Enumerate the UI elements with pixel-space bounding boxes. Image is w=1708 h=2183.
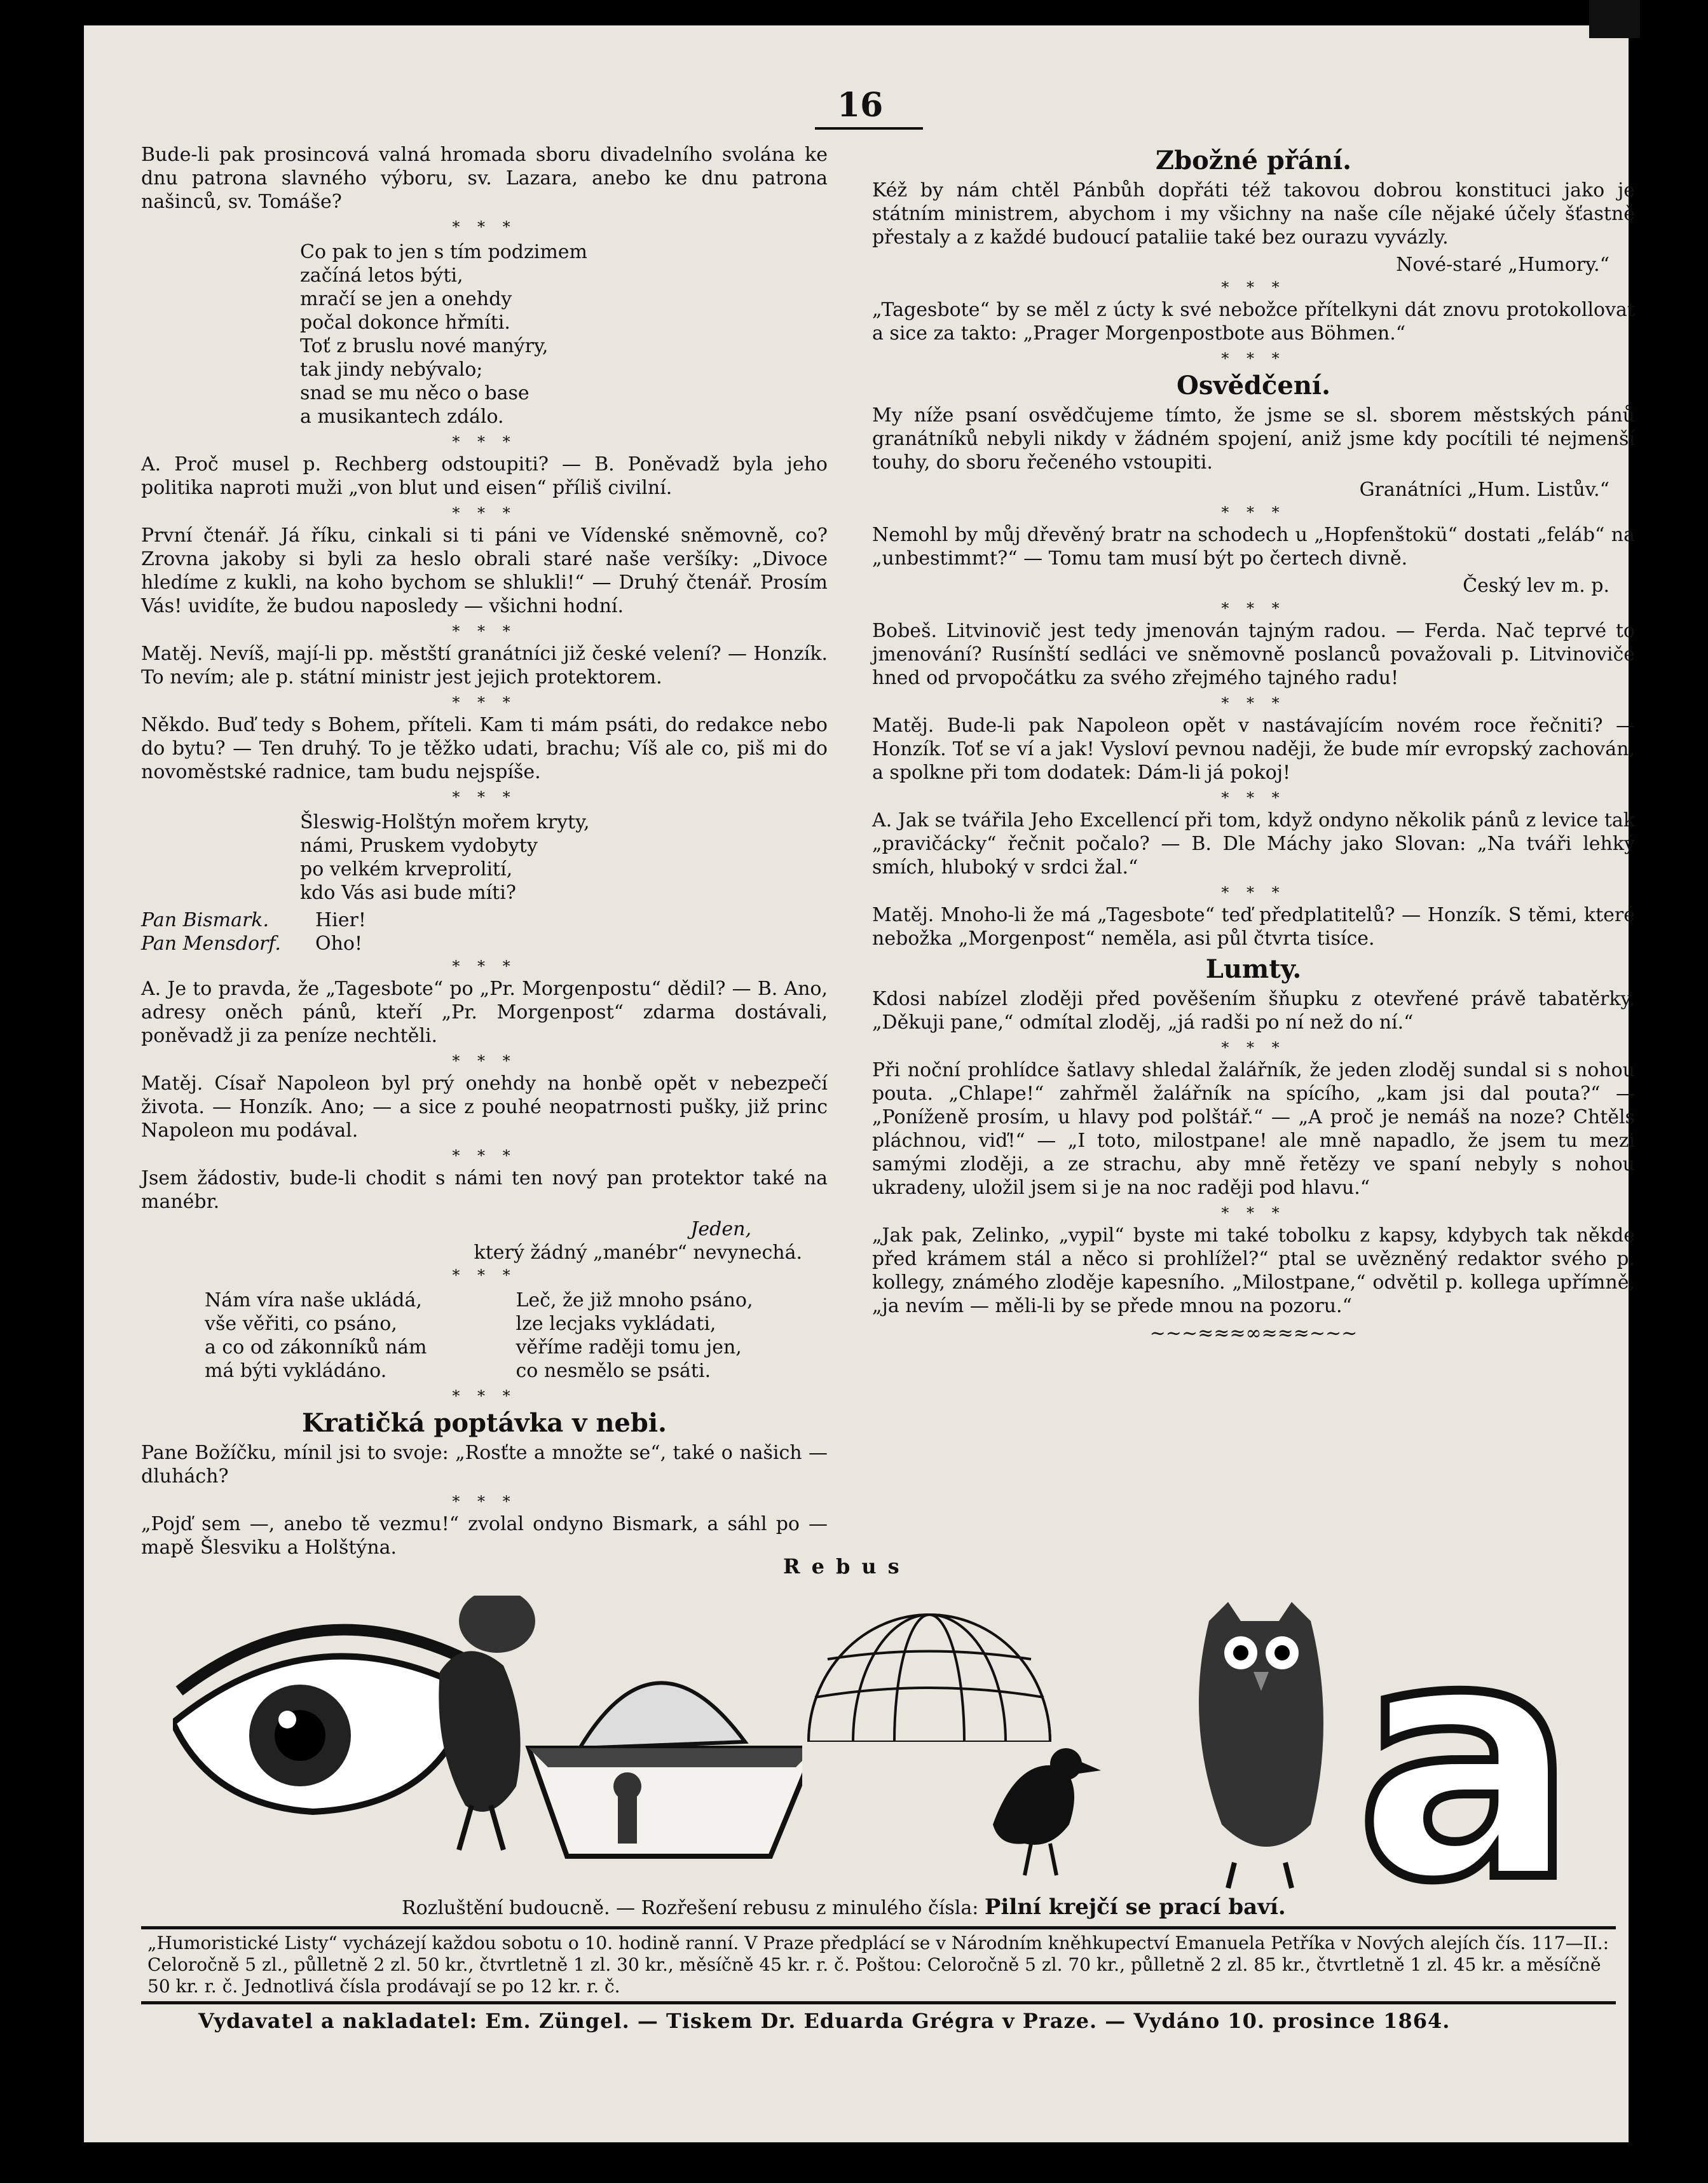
- page-number-rule: [815, 127, 923, 130]
- rebus-caption: [402, 1894, 1286, 1920]
- footer-rule: [141, 1926, 1616, 1929]
- poem-line: počal dokonce hřmíti.: [300, 311, 510, 334]
- article-paragraph: „Jak pak, Zelinko, „vypil“ byste mi také tobolku z kapsy, kdybych tak někde před krámem stál a něco si prohlížel?“ ptal se uvězněný redaktor svého p. kollegy, známého zloděje kapesního. „Milostpane,“ odvětil p. kollega upřímně, „ja nevím — měli-li by se přede mnou na pozoru.“: [872, 1224, 1635, 1317]
- article-paragraph: Při noční prohlídce šatlavy shledal žalářník, že jeden zloděj sundal si s nohou pouta. „Chlape!“ zahřměl žalářník na spícího, „kam jsi dal pouta?“ — „Poníženě prosím, u hlavy pod polštář.“ — „A proč je nemáš na noze? Chtěls pláchnou, viď!“ — „I toto, milostpane! ale mně napadlo, že jsem tu mezi samými zloději, a ze strachu, aby mně řetězy ve spaní nebyly s nohou ukradeny, uložil jsem si je na noc raději pod hlavu.“: [872, 1059, 1635, 1199]
- poem-line: Co pak to jen s tím podzimem: [300, 241, 588, 263]
- poem-line: po velkém krveprolití,: [300, 858, 513, 880]
- poem-line: Nám víra naše ukládá,: [205, 1289, 422, 1311]
- section-heading: Lumty.: [1205, 954, 1302, 984]
- separator-stars: * * *: [452, 957, 517, 975]
- subscription-notice: „Humoristické Listy“ vycházejí každou sobotu o 10. hodině ranní. V Praze předplácí se v Národním kněhkupectví Emanuela Petříka v Nových alejích čís. 117—II.: Celoročně 5 zl., půlletně 2 zl. 50 kr., čtvrtletně 1 zl. 30 kr., měsíčně 45 kr. r. č. Poštou: Celoročně 5 zl. 70 kr., půlletně 2 zl. 85 kr., čtvrtletně 1 zl. 45 kr. a měsíčně 50 kr. r. č. Jednotlivá čísla prodávají se po 12 kr. r. č.: [147, 1933, 1609, 1997]
- newspaper-page: [84, 25, 1635, 2142]
- poem-line: Šleswig-Holštýn mořem kryty,: [300, 811, 590, 833]
- section-heading: Osvědčení.: [1176, 371, 1331, 400]
- separator-stars: * * *: [1221, 789, 1286, 807]
- rebus-title: Rebus: [783, 1554, 911, 1578]
- separator-stars: * * *: [1221, 1204, 1286, 1222]
- imprint-line: Vydavatel a nakladatel: Em. Züngel. — Tiskem Dr. Eduarda Grégra v Praze. — Vydáno 10. prosince 1864.: [198, 2009, 1451, 2033]
- separator-stars: * * *: [452, 1493, 517, 1510]
- article-paragraph: Matěj. Císař Napoleon byl prý onehdy na honbě opět v nebezpečí života. — Honzík. Ano; — a sice z pouhé neopatrnosti pušky, již princ Napoleon mu podával.: [141, 1072, 828, 1142]
- poem: [300, 240, 828, 428]
- article-paragraph: Bobeš. Litvinovič jest tedy jmenován tajným radou. — Ferda. Nač teprvé to jmenování? Rusínští sedláci ve sněmovně poslanců považovali p. Litvinoviče hned od prvopočátku za svého zřejmého tajného radu!: [872, 620, 1635, 689]
- poem-line: vše věřiti, co psáno,: [205, 1313, 397, 1335]
- caption-lead: Rozluštění budoucně. — Rozřešení rebusu z minulého čísla:: [402, 1897, 979, 1919]
- poem-line: snad se mu něco o base: [300, 382, 529, 404]
- dialog-line: [141, 908, 828, 932]
- speaker: Pan Bismark.: [141, 909, 270, 931]
- signature: Granátníci „Hum. Listův.“: [1359, 479, 1609, 501]
- signature: Český lev m. p.: [1463, 575, 1609, 597]
- poem-line: a co od zákonníků nám: [205, 1336, 427, 1358]
- separator-stars: * * *: [1221, 694, 1286, 712]
- owl-icon: [1199, 1602, 1323, 1888]
- article-paragraph: Někdo. Buď tedy s Bohem, příteli. Kam ti mám psáti, do redakce nebo do bytu? — Ten druhý. To je těžko udati, brachu; Víš ale co, piš mi do novoměstské radnice, tam budu nejspíše.: [141, 714, 828, 783]
- separator-stars: * * *: [1221, 599, 1286, 617]
- article-paragraph: Matěj. Mnoho-li že má „Tagesbote“ teď předplatitelů? — Honzík. S těmi, které nebožka „Morgenpost“ neměla, asi půl čtvrta tisíce.: [872, 904, 1635, 950]
- article-paragraph: Matěj. Nevíš, mají-li pp. městští granátníci již české velení? — Honzík. To nevím; ale p. státní ministr jest jejich protektorem.: [141, 643, 828, 688]
- separator-stars: * * *: [452, 622, 517, 640]
- separator-stars: * * *: [452, 788, 517, 806]
- bird-icon: [439, 1596, 535, 1850]
- separator-stars: * * *: [1221, 278, 1286, 296]
- article-paragraph: Kéž by nám chtěl Pánbůh dopřáti též takovou dobrou konstituci jako je státním ministrem, abychom i my všichny na naše cíle nějaké účely šťastně přestaly a z každé budoucí pataliie také bez ourazu vyvázly.: [872, 179, 1635, 249]
- article-paragraph: Jsem žádostiv, bude-li chodit s námi ten nový pan protektor také na manébr.: [141, 1167, 828, 1213]
- poem-line: a musikantech zdálo.: [300, 406, 504, 428]
- left-column: [141, 143, 828, 1563]
- speech: Hier!: [315, 909, 366, 931]
- separator-stars: * * *: [1221, 1039, 1286, 1057]
- rebus-illustration: [173, 1596, 1603, 1894]
- poem-line: námi, Pruskem vydobyty: [300, 835, 538, 857]
- separator-stars: * * *: [1221, 884, 1286, 901]
- dialog-line: [141, 932, 828, 955]
- speech: Oho!: [315, 933, 363, 955]
- signature: Nové-staré „Humory.“: [1396, 254, 1609, 276]
- speaker: Pan Mensdorf.: [141, 933, 281, 955]
- article-paragraph: Nemohl by můj dřevěný bratr na schodech u „Hopfenštokü“ dostati „feláb“ na „unbestimmt?“ — Tomu tam musí být po čertech divně.: [872, 524, 1635, 570]
- poem-line: Toť z bruslu nové manýry,: [300, 335, 549, 357]
- separator-stars: * * *: [452, 694, 517, 711]
- separator-stars: * * *: [452, 1147, 517, 1165]
- article-paragraph: My níže psaní osvědčujeme tímto, že jsme se sl. sborem městských pánů granátníků nebyli nikdy v žádném spojení, aniž jsme kdy pocítili té nejmenší touhy, do sboru řečeného vstoupiti.: [872, 404, 1635, 474]
- separator-stars: * * *: [452, 433, 517, 451]
- separator-stars: * * *: [1221, 350, 1286, 367]
- separator-stars: * * *: [452, 218, 517, 236]
- box-icon: [529, 1683, 815, 1856]
- rebus-letter-a: a: [1355, 1596, 1578, 1894]
- article-paragraph: A. Proč musel p. Rechberg odstoupiti? — B. Poněvadž byla jeho politika naproti muži „von blut und eisen“ příliš civilní.: [141, 453, 828, 499]
- article-paragraph: Kdosi nabízel zloději před pověšením šňupku z otevřené právě tabatěrky. „Děkuji pane,“ odmítal zloděj, „já radši po ní než do ní.“: [872, 988, 1635, 1034]
- caption-answer: Pilní krejčí se prací baví.: [984, 1894, 1286, 1920]
- article-paragraph: A. Jak se tvářila Jeho Excellencí při tom, když ondyno několik pánů z levice tak „pravičácky“ řečnit počalo? — B. Dle Máchy jako Slovan: „Na tváři lehký smích, hluboký v srdci žal.“: [872, 809, 1635, 879]
- separator-stars: * * *: [1221, 503, 1286, 521]
- article-paragraph: Matěj. Bude-li pak Napoleon opět v nastávajícím novém roce řečniti? — Honzík. Toť se ví a jak! Vysloví pevnou naději, že bude mír evropský zachován, a spolkne při tom dodatek: Dám-li já pokoj!: [872, 715, 1635, 784]
- page-number: 16: [837, 86, 884, 125]
- eye-icon: [173, 1630, 478, 1812]
- poem-right: [516, 1289, 753, 1383]
- poem-left: [205, 1289, 427, 1383]
- footer-rule: [141, 2001, 1616, 2004]
- poem-line: kdo Vás asi bude míti?: [300, 882, 516, 904]
- ornament-divider: ~~~≈≈≈∞≈≈≈~~~: [1149, 1322, 1358, 1345]
- scan-edge-mark: [1589, 0, 1640, 38]
- separator-stars: * * *: [452, 1052, 517, 1070]
- article-paragraph: První čtenář. Já říku, cinkali si ti páni ve Vídenské sněmovně, co? Zrovna jakoby si byli za heslo obrali staré naše veršíky: „Divoce hledíme z kukli, na koho bychom se shlukli!“ — Druhý čtenář. Prosím Vás! uvidíte, že budou naposledy — všichni hodní.: [141, 524, 828, 617]
- article-paragraph: Pane Božíčku, mínil jsi to svoje: „Rosťte a množte se“, také o našich — dluhách?: [141, 1442, 828, 1488]
- poem-line: začíná letos býti,: [300, 264, 463, 287]
- separator-stars: * * *: [452, 504, 517, 522]
- poem-line: Leč, že již mnoho psáno,: [516, 1289, 753, 1311]
- section-heading: Kratičká poptávka v nebi.: [302, 1408, 667, 1438]
- article-paragraph: Bude-li pak prosincová valná hromada sboru divadelního svolána ke dnu patrona slavného výboru, sv. Lazara, anebo ke dnu patrona našinců, sv. Tomáše?: [141, 144, 828, 213]
- poem-line: má býti vykládáno.: [205, 1360, 387, 1382]
- twin-poem: [205, 1289, 828, 1383]
- poem-line: co nesmělo se psáti.: [516, 1360, 711, 1382]
- poem-line: věříme raději tomu jen,: [516, 1336, 742, 1358]
- separator-stars: * * *: [452, 1266, 517, 1284]
- article-paragraph: „Pojď sem —, anebo tě vezmu!“ zvolal ondyno Bismark, a sáhl po — mapě Šlesviku a Holštýna.: [141, 1513, 828, 1559]
- poem-line: mračí se jen a onehdy: [300, 288, 512, 310]
- article-paragraph: „Tagesbote“ by se měl z úcty k své nebožce přítelkyni dát znovu protokollovat a sice za takto: „Prager Morgenpostbote aus Böhmen.“: [872, 299, 1635, 345]
- article-paragraph: A. Je to pravda, že „Tagesbote“ po „Pr. Morgenpostu“ dědil? — B. Ano, adresy oněch pánů, kteří „Pr. Morgenpost“ zdarma dostávali, poněvadž ji za peníze nechtěli.: [141, 978, 828, 1047]
- section-heading: Zbožné přání.: [1155, 146, 1352, 175]
- separator-stars: * * *: [452, 1387, 517, 1405]
- poem-line: tak jindy nebývalo;: [300, 359, 483, 381]
- signature: který žádný „manébr“ nevynechá.: [474, 1242, 802, 1264]
- poem-line: lze lecjaks vykládati,: [516, 1313, 716, 1335]
- poem: [300, 811, 828, 905]
- signature: Jeden,: [690, 1218, 751, 1240]
- right-column: [872, 143, 1635, 1345]
